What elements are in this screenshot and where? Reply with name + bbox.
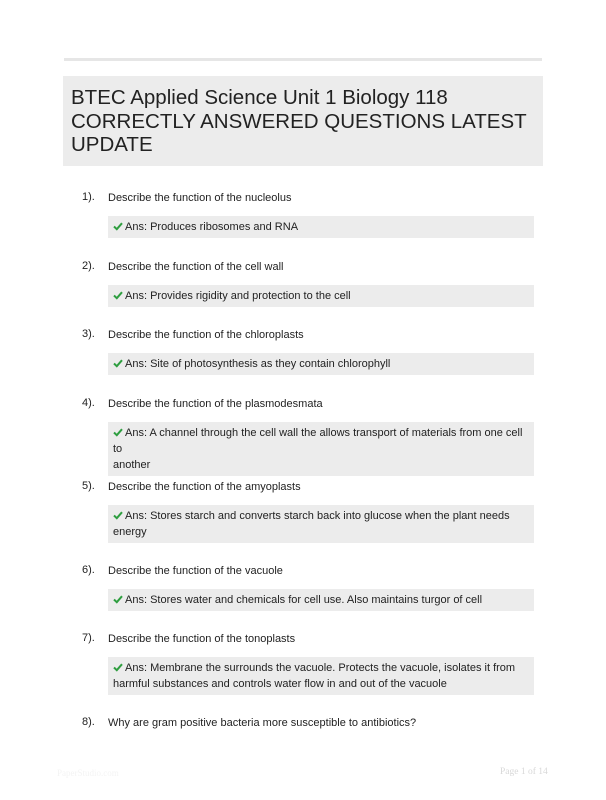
page-indicator: Page 1 of 14 [500, 767, 548, 777]
question-number: 1). [82, 191, 95, 203]
answer-box [108, 216, 534, 238]
question-text: Describe the function of the tonoplasts [108, 633, 296, 645]
check-icon [113, 290, 123, 300]
check-icon [113, 427, 123, 437]
answer-box [108, 589, 534, 611]
title-line: CORRECTLY ANSWERED QUESTIONS LATEST [71, 109, 527, 133]
check-icon [113, 358, 123, 368]
question-number: 4). [82, 397, 95, 409]
answer-text: Ans: Provides rigidity and protection to the cell [125, 290, 351, 302]
title-box [63, 76, 543, 166]
question-text: Describe the function of the amyoplasts [108, 481, 301, 493]
check-icon [113, 221, 123, 231]
check-icon [113, 510, 123, 520]
top-divider [64, 58, 542, 61]
answer-text: Ans: Membrane the surrounds the vacuole. Protects the vacuole, isolates it from [125, 662, 516, 674]
answer-box [108, 353, 534, 375]
answer-box [108, 657, 534, 695]
question-text: Why are gram positive bacteria more susceptible to antibiotics? [108, 717, 417, 729]
question-number: 5). [82, 480, 95, 492]
check-icon [113, 662, 123, 672]
answer-text: harmful substances and controls water flow in and out of the vacuole [113, 678, 447, 690]
answer-box [108, 285, 534, 307]
check-icon [113, 594, 123, 604]
question-number: 3). [82, 328, 95, 340]
answer-box [108, 505, 534, 543]
answer-text: Ans: A channel through the cell wall the allows transport of materials from one cell to [113, 427, 523, 455]
answer-text: another [113, 459, 151, 471]
document-title [71, 86, 535, 157]
answer-text: Ans: Stores starch and converts starch back into glucose when the plant needs [125, 510, 510, 522]
question-text: Describe the function of the vacuole [108, 565, 283, 577]
footer-watermark: PaperStudio.com [57, 768, 119, 778]
answer-text: Ans: Site of photosynthesis as they contain chlorophyll [125, 358, 391, 370]
title-line: BTEC Applied Science Unit 1 Biology 118 [71, 86, 448, 109]
question-number: 6). [82, 564, 95, 576]
question-text: Describe the function of the plasmodesmata [108, 398, 323, 410]
title-line: UPDATE [71, 133, 153, 156]
answer-text: Ans: Stores water and chemicals for cell use. Also maintains turgor of cell [125, 594, 483, 606]
answer-box [108, 422, 534, 476]
answer-text: Ans: Produces ribosomes and RNA [125, 221, 299, 233]
question-number: 8). [82, 716, 95, 728]
answer-text: energy [113, 526, 147, 538]
question-text: Describe the function of the nucleolus [108, 192, 292, 204]
question-text: Describe the function of the chloroplasts [108, 329, 304, 341]
question-number: 2). [82, 260, 95, 272]
question-number: 7). [82, 632, 95, 644]
question-text: Describe the function of the cell wall [108, 261, 284, 273]
